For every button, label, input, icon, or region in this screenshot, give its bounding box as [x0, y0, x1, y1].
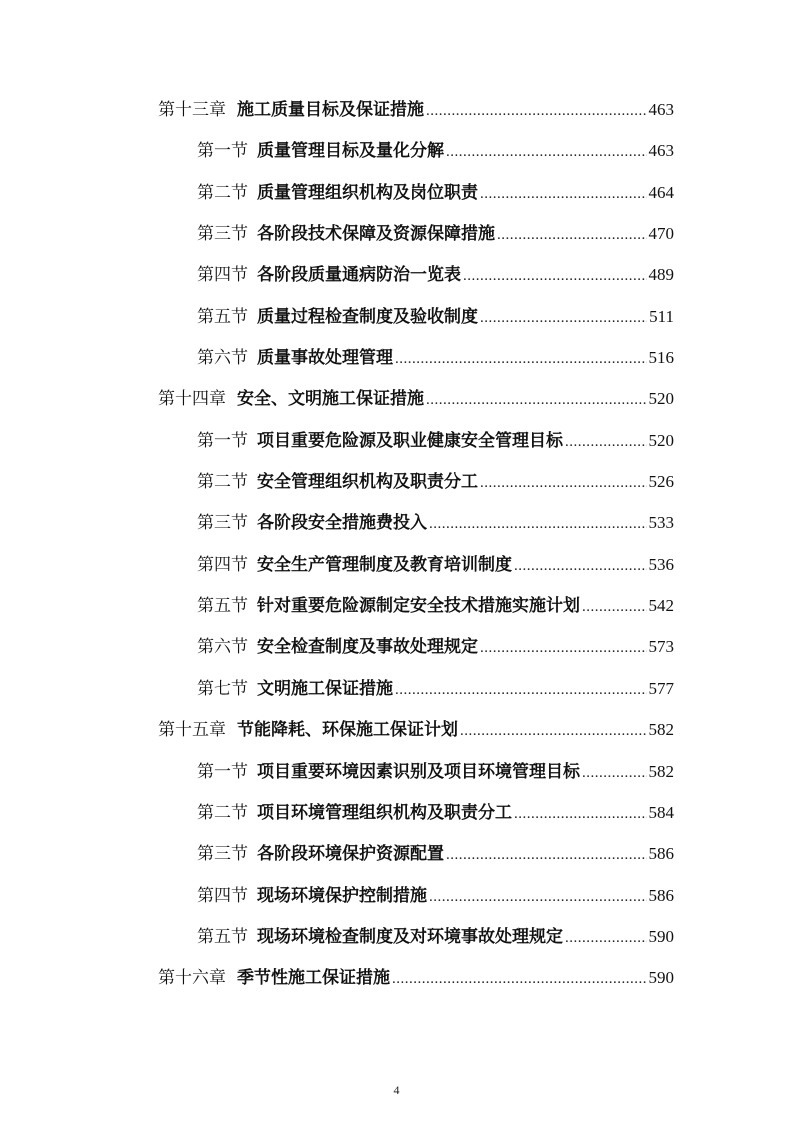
toc-entry-title: 各阶段质量通病防治一览表 — [257, 265, 461, 286]
toc-entry-number: 第二节 — [197, 802, 248, 823]
toc-entry-number: 第六节 — [197, 348, 248, 369]
toc-entry-section[interactable] — [197, 833, 674, 874]
toc-entry-page: 590 — [648, 926, 674, 946]
toc-entry-page: 520 — [648, 389, 674, 409]
toc-entry-title: 项目环境管理组织机构及职责分工 — [257, 802, 512, 823]
table-of-contents — [0, 89, 793, 999]
toc-entry-number: 第三节 — [197, 844, 248, 865]
toc-entry-title: 安全生产管理制度及教育培训制度 — [257, 554, 512, 575]
dot-leader — [426, 380, 647, 421]
toc-entry-section[interactable] — [197, 172, 674, 213]
toc-entry-page: 542 — [648, 596, 674, 616]
dot-leader — [446, 835, 647, 876]
toc-entry-section[interactable] — [197, 461, 674, 502]
dot-leader — [463, 256, 647, 297]
toc-entry-page: 582 — [648, 720, 674, 740]
toc-entry-page: 526 — [648, 472, 674, 492]
toc-entry-number: 第二节 — [197, 472, 248, 493]
toc-entry-number: 第十五章 — [158, 720, 226, 741]
toc-entry-section[interactable] — [197, 585, 674, 626]
toc-entry-section[interactable] — [197, 792, 674, 833]
dot-leader — [565, 918, 647, 959]
toc-entry-title: 质量过程检查制度及验收制度 — [257, 306, 478, 327]
toc-entry-page: 577 — [648, 678, 674, 698]
dot-leader — [480, 628, 647, 669]
page-number: 4 — [393, 1083, 400, 1097]
toc-entry-number: 第四节 — [197, 265, 248, 286]
toc-entry-title: 各阶段安全措施费投入 — [257, 513, 427, 534]
toc-entry-title: 文明施工保证措施 — [257, 678, 393, 699]
toc-entry-page: 586 — [648, 844, 674, 864]
dot-leader — [395, 339, 647, 380]
toc-entry-section[interactable] — [197, 420, 674, 461]
toc-entry-section[interactable] — [197, 668, 674, 709]
toc-entry-section[interactable] — [197, 626, 674, 667]
toc-entry-section[interactable] — [197, 916, 674, 957]
toc-entry-chapter[interactable] — [158, 89, 674, 130]
dot-leader — [582, 753, 647, 794]
dot-leader — [514, 794, 647, 835]
toc-entry-page: 463 — [648, 141, 674, 161]
toc-entry-section[interactable] — [197, 130, 674, 171]
toc-entry-number: 第五节 — [197, 596, 248, 617]
toc-entry-page: 590 — [648, 968, 674, 988]
toc-entry-page: 586 — [648, 885, 674, 905]
toc-entry-page: 520 — [648, 430, 674, 450]
toc-entry-number: 第十六章 — [158, 968, 226, 989]
toc-entry-title: 季节性施工保证措施 — [237, 968, 390, 989]
dot-leader — [514, 546, 647, 587]
toc-entry-title: 各阶段技术保障及资源保障措施 — [257, 224, 495, 245]
toc-entry-title: 质量事故处理管理 — [257, 348, 393, 369]
toc-entry-page: 463 — [648, 100, 674, 119]
toc-entry-section[interactable] — [197, 296, 674, 337]
toc-entry-number: 第七节 — [197, 678, 248, 699]
toc-entry-number: 第五节 — [197, 926, 248, 947]
dot-leader — [429, 504, 647, 545]
dot-leader — [497, 215, 647, 256]
toc-entry-title: 安全检查制度及事故处理规定 — [257, 637, 478, 658]
toc-entry-page: 584 — [648, 802, 674, 822]
toc-entry-section[interactable] — [197, 337, 674, 378]
dot-leader — [446, 132, 647, 173]
toc-entry-page: 511 — [649, 306, 674, 326]
toc-entry-title: 现场环境检查制度及对环境事故处理规定 — [257, 926, 563, 947]
toc-entry-number: 第四节 — [197, 885, 248, 906]
toc-entry-chapter[interactable] — [158, 957, 674, 998]
toc-entry-title: 安全管理组织机构及职责分工 — [257, 472, 478, 493]
toc-entry-title: 施工质量目标及保证措施 — [237, 100, 424, 120]
dot-leader — [460, 711, 647, 752]
dot-leader — [392, 959, 647, 1000]
toc-entry-number: 第十四章 — [158, 389, 226, 410]
toc-entry-page: 464 — [648, 182, 674, 202]
toc-entry-title: 项目重要危险源及职业健康安全管理目标 — [257, 430, 563, 451]
toc-entry-number: 第一节 — [197, 141, 248, 162]
dot-leader — [582, 587, 647, 628]
toc-entry-title: 项目重要环境因素识别及项目环境管理目标 — [257, 761, 580, 782]
dot-leader — [480, 298, 647, 339]
toc-entry-title: 质量管理组织机构及岗位职责 — [257, 182, 478, 203]
toc-entry-title: 安全、文明施工保证措施 — [237, 389, 424, 410]
toc-entry-page: 533 — [648, 513, 674, 533]
dot-leader — [480, 174, 647, 215]
toc-entry-page: 489 — [648, 265, 674, 285]
toc-entry-section[interactable] — [197, 502, 674, 543]
toc-entry-number: 第四节 — [197, 554, 248, 575]
toc-entry-number: 第三节 — [197, 224, 248, 245]
toc-entry-number: 第六节 — [197, 637, 248, 658]
toc-entry-chapter[interactable] — [158, 709, 674, 750]
dot-leader — [480, 463, 647, 504]
dot-leader — [429, 877, 647, 918]
toc-entry-page: 536 — [648, 554, 674, 574]
toc-entry-title: 质量管理目标及量化分解 — [257, 141, 444, 162]
toc-entry-page: 573 — [648, 637, 674, 657]
toc-entry-page: 516 — [648, 348, 674, 368]
toc-entry-number: 第五节 — [197, 306, 248, 327]
toc-entry-number: 第一节 — [197, 430, 248, 451]
dot-leader — [395, 670, 647, 711]
toc-entry-number: 第一节 — [197, 761, 248, 782]
toc-entry-page: 470 — [648, 224, 674, 244]
toc-entry-section[interactable] — [197, 254, 674, 295]
toc-entry-number: 第三节 — [197, 513, 248, 534]
toc-entry-section[interactable] — [197, 544, 674, 585]
toc-entry-title: 现场环境保护控制措施 — [257, 885, 427, 906]
toc-entry-section[interactable] — [197, 213, 674, 254]
toc-entry-chapter[interactable] — [158, 378, 674, 419]
toc-entry-number: 第十三章 — [158, 100, 226, 120]
toc-entry-page: 582 — [648, 761, 674, 781]
toc-entry-title: 各阶段环境保护资源配置 — [257, 844, 444, 865]
toc-entry-number: 第二节 — [197, 182, 248, 203]
dot-leader — [565, 422, 647, 463]
dot-leader — [426, 91, 647, 132]
toc-entry-section[interactable] — [197, 875, 674, 916]
toc-entry-title: 针对重要危险源制定安全技术措施实施计划 — [257, 596, 580, 617]
toc-entry-section[interactable] — [197, 751, 674, 792]
toc-entry-title: 节能降耗、环保施工保证计划 — [237, 720, 458, 741]
